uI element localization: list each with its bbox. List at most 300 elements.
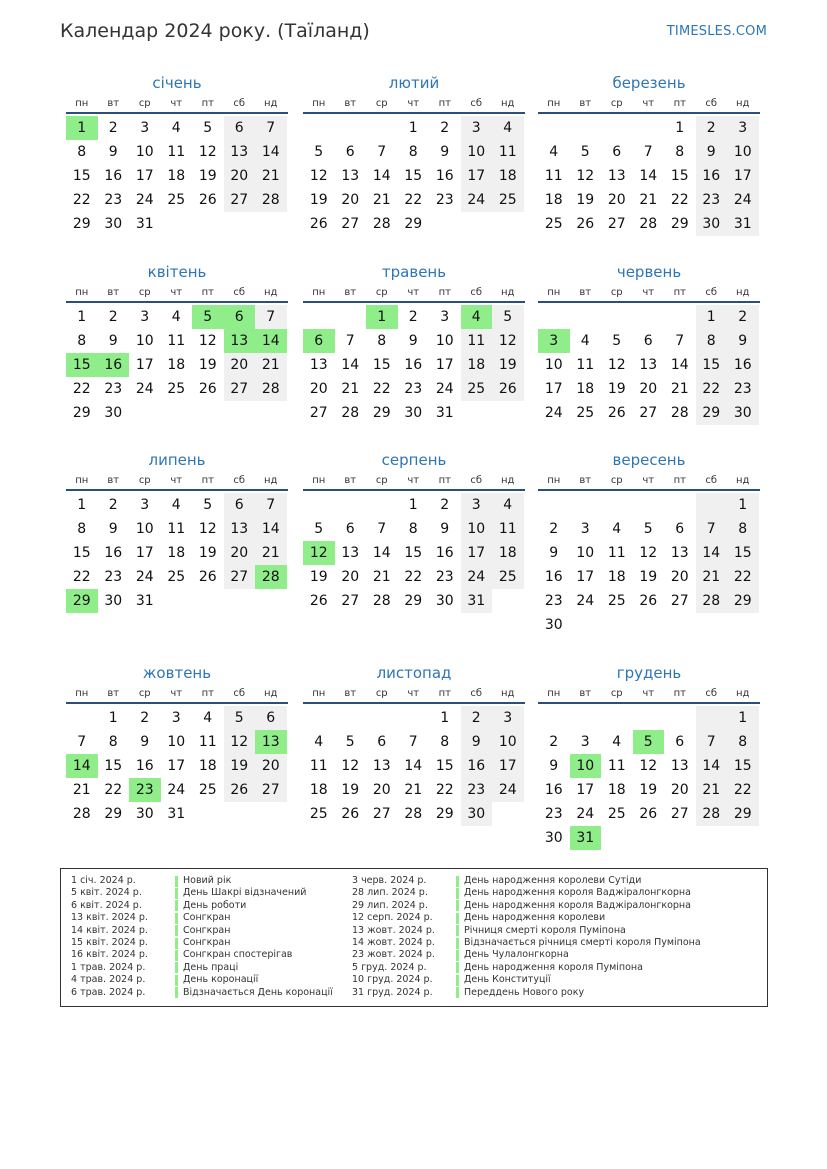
day-cell: 21 <box>639 192 658 208</box>
day-cell: 7 <box>377 144 387 160</box>
days-grid <box>66 493 288 613</box>
holiday-marker-icon <box>175 925 178 936</box>
day-cell: 4 <box>171 120 181 136</box>
empty-day-cell <box>161 401 193 425</box>
weekday-label: нд <box>736 287 750 298</box>
day-cell: 21 <box>404 782 423 798</box>
day-cell: 12 <box>341 758 360 774</box>
day-cell: 9 <box>108 521 118 537</box>
legend-date: 29 лип. 2024 р. <box>352 899 428 911</box>
day-cell: 9 <box>461 730 493 754</box>
day-cell: 26 <box>639 806 658 822</box>
day-cell: 12 <box>224 730 256 754</box>
day-cell: 30 <box>435 593 454 609</box>
weekday-label: пт <box>201 688 214 699</box>
day-cell: 8 <box>440 734 450 750</box>
empty-day-cell <box>192 212 224 236</box>
day-cell: 19 <box>492 353 524 377</box>
legend-date: 13 квіт. 2024 р. <box>71 912 148 924</box>
day-cell: 18 <box>607 782 626 798</box>
day-cell: 9 <box>727 329 759 353</box>
month-block <box>66 449 288 613</box>
month-block <box>538 662 760 850</box>
holiday-marker-icon <box>456 975 459 986</box>
empty-day-cell <box>366 493 398 517</box>
empty-day-cell <box>727 613 759 637</box>
day-cell: 9 <box>696 140 728 164</box>
day-cell: 25 <box>309 806 328 822</box>
day-cell: 16 <box>435 168 454 184</box>
day-cell: 25 <box>461 377 493 401</box>
day-cell: 14 <box>639 168 658 184</box>
day-cell: 2 <box>461 706 493 730</box>
day-cell: 14 <box>696 754 728 778</box>
day-cell: 19 <box>639 782 658 798</box>
day-cell: 28 <box>341 405 360 421</box>
day-cell: 22 <box>404 192 423 208</box>
day-cell: 18 <box>167 357 186 373</box>
legend-date: 10 груд. 2024 р. <box>352 974 433 986</box>
legend-holiday-name: День народження королеви <box>464 912 606 924</box>
day-cell: 6 <box>224 116 256 140</box>
day-cell: 26 <box>341 806 360 822</box>
days-grid <box>303 116 525 236</box>
day-cell: 2 <box>440 497 450 513</box>
weekday-label: вт <box>579 475 592 486</box>
legend-date: 3 черв. 2024 р. <box>352 875 427 886</box>
empty-day-cell <box>461 401 493 425</box>
weekday-label: пн <box>75 287 89 298</box>
day-cell: 12 <box>639 758 658 774</box>
day-cell: 30 <box>104 405 123 421</box>
legend-row <box>71 987 333 999</box>
empty-day-cell <box>192 802 224 826</box>
empty-day-cell <box>664 706 696 730</box>
day-cell: 23 <box>544 806 563 822</box>
day-cell: 8 <box>377 333 387 349</box>
empty-day-cell <box>696 826 728 850</box>
day-cell: 3 <box>140 497 150 513</box>
day-cell: 14 <box>696 541 728 565</box>
empty-day-cell <box>255 802 287 826</box>
weekday-label: чт <box>642 475 655 486</box>
month-name: жовтень <box>142 664 212 682</box>
weekday-label: пт <box>438 688 451 699</box>
days-grid <box>538 305 760 425</box>
day-cell: 27 <box>670 593 689 609</box>
legend-row <box>71 949 333 961</box>
day-cell: 6 <box>377 734 387 750</box>
legend-date: 23 жовт. 2024 р. <box>352 949 435 961</box>
weekday-label: пн <box>75 688 89 699</box>
day-cell: 10 <box>492 730 524 754</box>
weekday-label: ср <box>138 688 151 699</box>
weekday-label: сб <box>470 475 483 486</box>
day-cell: 28 <box>372 216 391 232</box>
day-cell: 23 <box>104 381 123 397</box>
legend-holiday-name: Сонгкран <box>183 936 231 948</box>
day-cell: 21 <box>255 353 287 377</box>
empty-day-cell <box>303 493 335 517</box>
day-cell: 14 <box>372 168 391 184</box>
day-cell: 10 <box>135 521 154 537</box>
weekday-header <box>66 96 288 114</box>
empty-day-cell <box>192 401 224 425</box>
day-cell: 6 <box>345 144 355 160</box>
day-cell: 19 <box>224 754 256 778</box>
days-grid <box>303 493 525 613</box>
day-cell: 13 <box>607 168 626 184</box>
empty-day-cell <box>570 706 602 730</box>
month-block <box>538 449 760 637</box>
day-cell: 18 <box>167 168 186 184</box>
weekday-header <box>538 686 760 704</box>
day-cell: 31 <box>135 593 154 609</box>
day-cell: 22 <box>72 569 91 585</box>
day-cell: 25 <box>492 565 524 589</box>
holiday-marker-icon <box>456 925 459 936</box>
legend-holiday-name: День народження короля Ваджіралонгкорна <box>464 899 691 911</box>
day-cell: 11 <box>492 517 524 541</box>
day-cell: 8 <box>727 517 759 541</box>
legend-row <box>71 900 333 912</box>
day-cell: 18 <box>167 545 186 561</box>
legend-row <box>352 974 701 986</box>
empty-day-cell <box>727 826 759 850</box>
legend-holiday-name: День народження королеви Сутіди <box>464 875 642 886</box>
day-cell: 13 <box>341 168 360 184</box>
day-cell: 2 <box>440 120 450 136</box>
holiday-marker-icon <box>456 938 459 949</box>
day-cell: 1 <box>696 305 728 329</box>
day-cell: 22 <box>696 377 728 401</box>
days-grid <box>538 706 760 850</box>
empty-day-cell <box>538 493 570 517</box>
day-cell: 17 <box>461 541 493 565</box>
legend-holiday-name: Сонгкран спостерігав <box>183 949 293 961</box>
legend-holiday-name: День роботи <box>183 899 247 911</box>
day-cell: 7 <box>643 144 653 160</box>
day-cell: 11 <box>461 329 493 353</box>
holiday-day-cell: 13 <box>255 730 287 754</box>
legend-row <box>71 912 333 924</box>
empty-day-cell <box>492 212 524 236</box>
legend-row <box>352 937 701 949</box>
day-cell: 5 <box>580 144 590 160</box>
day-cell: 7 <box>696 730 728 754</box>
weekday-label: сб <box>233 688 246 699</box>
weekday-label: пт <box>673 688 686 699</box>
day-cell: 18 <box>309 782 328 798</box>
month-name: липень <box>148 451 206 469</box>
day-cell: 15 <box>372 357 391 373</box>
weekday-header <box>66 473 288 491</box>
day-cell: 30 <box>461 802 493 826</box>
day-cell: 28 <box>639 216 658 232</box>
day-cell: 16 <box>696 164 728 188</box>
month-block <box>303 72 525 236</box>
legend-date: 14 жовт. 2024 р. <box>352 936 435 948</box>
day-cell: 28 <box>372 593 391 609</box>
day-cell: 4 <box>492 493 524 517</box>
day-cell: 3 <box>140 120 150 136</box>
month-block <box>303 449 525 613</box>
holiday-marker-icon <box>456 950 459 961</box>
day-cell: 6 <box>345 521 355 537</box>
day-cell: 20 <box>639 381 658 397</box>
day-cell: 17 <box>461 164 493 188</box>
day-cell: 12 <box>607 357 626 373</box>
legend-row <box>71 962 333 974</box>
holiday-day-cell: 6 <box>224 305 256 329</box>
empty-day-cell <box>538 116 570 140</box>
day-cell: 20 <box>224 353 256 377</box>
weekday-label: вт <box>107 688 120 699</box>
day-cell: 26 <box>224 778 256 802</box>
day-cell: 1 <box>408 497 418 513</box>
day-cell: 7 <box>77 734 87 750</box>
holiday-marker-icon <box>175 962 178 973</box>
day-cell: 16 <box>544 782 563 798</box>
day-cell: 3 <box>727 116 759 140</box>
weekday-label: нд <box>264 475 278 486</box>
day-cell: 19 <box>198 168 217 184</box>
day-cell: 1 <box>727 493 759 517</box>
day-cell: 22 <box>435 782 454 798</box>
day-cell: 29 <box>104 806 123 822</box>
day-cell: 7 <box>255 305 287 329</box>
day-cell: 9 <box>440 521 450 537</box>
weekday-label: пт <box>438 287 451 298</box>
days-grid <box>538 493 760 637</box>
weekday-header <box>303 473 525 491</box>
month-name: серпень <box>381 451 447 469</box>
day-cell: 4 <box>203 710 213 726</box>
day-cell: 17 <box>727 164 759 188</box>
day-cell: 18 <box>544 192 563 208</box>
weekday-label: ср <box>138 287 151 298</box>
day-cell: 7 <box>377 521 387 537</box>
day-cell: 24 <box>135 381 154 397</box>
day-cell: 10 <box>461 140 493 164</box>
day-cell: 9 <box>440 144 450 160</box>
day-cell: 8 <box>696 329 728 353</box>
day-cell: 22 <box>404 569 423 585</box>
day-cell: 26 <box>309 216 328 232</box>
day-cell: 22 <box>727 778 759 802</box>
weekday-label: сб <box>470 98 483 109</box>
day-cell: 9 <box>549 545 559 561</box>
day-cell: 23 <box>104 569 123 585</box>
empty-day-cell <box>492 401 524 425</box>
day-cell: 6 <box>255 706 287 730</box>
day-cell: 15 <box>404 168 423 184</box>
legend-date: 6 трав. 2024 р. <box>71 986 146 998</box>
day-cell: 3 <box>440 309 450 325</box>
legend-date: 6 квіт. 2024 р. <box>71 899 142 911</box>
empty-day-cell <box>129 401 161 425</box>
day-cell: 8 <box>408 144 418 160</box>
legend-holiday-name: День Шакрі відзначений <box>183 887 307 899</box>
empty-day-cell <box>633 706 665 730</box>
day-cell: 23 <box>727 377 759 401</box>
day-cell: 8 <box>727 730 759 754</box>
days-grid <box>538 116 760 236</box>
holiday-marker-icon <box>456 900 459 911</box>
month-name: лютий <box>388 74 440 92</box>
day-cell: 4 <box>492 116 524 140</box>
weekday-label: чт <box>170 98 183 109</box>
day-cell: 8 <box>408 521 418 537</box>
empty-day-cell <box>664 493 696 517</box>
day-cell: 20 <box>224 541 256 565</box>
legend-date: 16 квіт. 2024 р. <box>71 949 148 961</box>
day-cell: 19 <box>198 357 217 373</box>
day-cell: 19 <box>309 569 328 585</box>
day-cell: 26 <box>198 192 217 208</box>
weekday-label: ср <box>610 688 623 699</box>
day-cell: 4 <box>171 309 181 325</box>
legend-date: 1 січ. 2024 р. <box>71 875 136 886</box>
day-cell: 16 <box>544 569 563 585</box>
empty-day-cell <box>570 493 602 517</box>
legend-row <box>352 925 701 937</box>
holiday-marker-icon <box>175 876 178 887</box>
empty-day-cell <box>255 589 287 613</box>
weekday-label: сб <box>233 475 246 486</box>
weekday-label: чт <box>407 688 420 699</box>
weekday-label: ср <box>138 475 151 486</box>
day-cell: 8 <box>77 333 87 349</box>
weekday-label: ср <box>610 475 623 486</box>
day-cell: 15 <box>727 541 759 565</box>
empty-day-cell <box>601 305 633 329</box>
weekday-label: сб <box>705 475 718 486</box>
day-cell: 24 <box>544 405 563 421</box>
day-cell: 11 <box>576 357 595 373</box>
day-cell: 31 <box>167 806 186 822</box>
day-cell: 11 <box>607 545 626 561</box>
day-cell: 14 <box>255 140 287 164</box>
legend-date: 4 трав. 2024 р. <box>71 974 146 986</box>
day-cell: 14 <box>255 517 287 541</box>
day-cell: 20 <box>255 754 287 778</box>
day-cell: 20 <box>341 569 360 585</box>
day-cell: 4 <box>314 734 324 750</box>
day-cell: 21 <box>255 164 287 188</box>
weekday-header <box>303 285 525 303</box>
empty-day-cell <box>224 589 256 613</box>
day-cell: 20 <box>670 782 689 798</box>
weekday-label: чт <box>170 287 183 298</box>
holiday-marker-icon <box>175 888 178 899</box>
day-cell: 8 <box>108 734 118 750</box>
empty-day-cell <box>224 802 256 826</box>
holiday-day-cell: 28 <box>255 565 287 589</box>
weekday-label: нд <box>736 475 750 486</box>
day-cell: 30 <box>544 830 563 846</box>
day-cell: 27 <box>309 405 328 421</box>
legend-column-left <box>71 875 333 999</box>
day-cell: 16 <box>435 545 454 561</box>
day-cell: 1 <box>408 120 418 136</box>
day-cell: 4 <box>612 521 622 537</box>
weekday-label: пт <box>201 475 214 486</box>
day-cell: 22 <box>72 381 91 397</box>
day-cell: 11 <box>544 168 563 184</box>
legend-holiday-name: День коронації <box>183 974 259 986</box>
day-cell: 24 <box>135 569 154 585</box>
day-cell: 8 <box>77 144 87 160</box>
legend-holiday-name: День праці <box>183 961 239 973</box>
holiday-marker-icon <box>175 975 178 986</box>
day-cell: 23 <box>404 381 423 397</box>
empty-day-cell <box>303 706 335 730</box>
weekday-label: нд <box>501 287 515 298</box>
legend-date: 13 жовт. 2024 р. <box>352 924 435 936</box>
day-cell: 3 <box>140 309 150 325</box>
holiday-day-cell: 13 <box>224 329 256 353</box>
day-cell: 4 <box>549 144 559 160</box>
day-cell: 15 <box>72 545 91 561</box>
day-cell: 10 <box>461 517 493 541</box>
empty-day-cell <box>664 826 696 850</box>
day-cell: 15 <box>435 758 454 774</box>
day-cell: 2 <box>108 497 118 513</box>
empty-day-cell <box>696 493 728 517</box>
site-link[interactable]: TIMESLES.COM <box>666 24 767 39</box>
day-cell: 12 <box>198 333 217 349</box>
empty-day-cell <box>601 116 633 140</box>
empty-day-cell <box>335 493 367 517</box>
holiday-marker-icon <box>456 876 459 887</box>
day-cell: 26 <box>198 381 217 397</box>
holiday-day-cell: 14 <box>255 329 287 353</box>
weekday-header <box>66 285 288 303</box>
day-cell: 17 <box>135 168 154 184</box>
weekday-label: чт <box>170 688 183 699</box>
day-cell: 29 <box>404 593 423 609</box>
weekday-label: нд <box>736 98 750 109</box>
weekday-label: вт <box>579 287 592 298</box>
month-block <box>66 261 288 425</box>
legend-row <box>352 912 701 924</box>
day-cell: 18 <box>492 541 524 565</box>
holiday-marker-icon <box>175 938 178 949</box>
day-cell: 28 <box>696 802 728 826</box>
holiday-day-cell: 5 <box>192 305 224 329</box>
day-cell: 1 <box>727 706 759 730</box>
empty-day-cell <box>633 826 665 850</box>
empty-day-cell <box>696 613 728 637</box>
weekday-label: нд <box>264 287 278 298</box>
day-cell: 28 <box>404 806 423 822</box>
day-cell: 19 <box>309 192 328 208</box>
day-cell: 24 <box>492 778 524 802</box>
day-cell: 17 <box>544 381 563 397</box>
day-cell: 12 <box>576 168 595 184</box>
day-cell: 31 <box>135 216 154 232</box>
day-cell: 1 <box>77 497 87 513</box>
holiday-day-cell: 23 <box>129 778 161 802</box>
day-cell: 11 <box>167 333 186 349</box>
legend-row <box>71 925 333 937</box>
page-title: Календар 2024 року. (Таїланд) <box>60 20 370 42</box>
day-cell: 28 <box>72 806 91 822</box>
weekday-label: вт <box>107 287 120 298</box>
day-cell: 14 <box>372 545 391 561</box>
day-cell: 1 <box>77 309 87 325</box>
